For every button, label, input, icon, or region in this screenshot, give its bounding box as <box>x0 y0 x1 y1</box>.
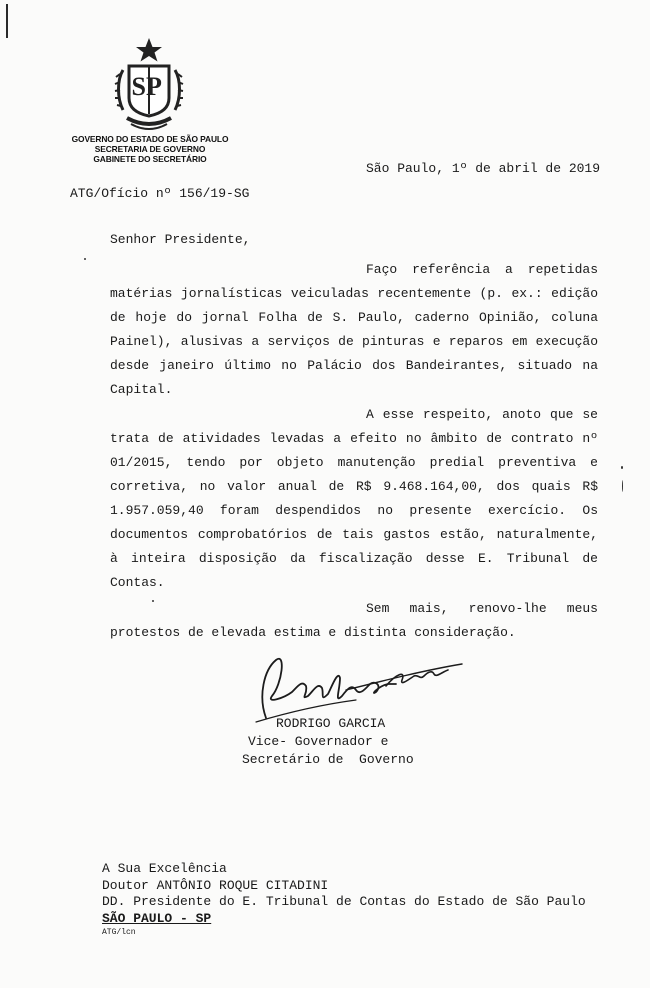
letterhead <box>66 134 234 164</box>
addressee-city: SÃO PAULO - SP <box>102 910 212 926</box>
salutation: Senhor Presidente, <box>110 232 251 247</box>
office-reference: ATG/Ofício nº 156/19-SG <box>70 186 250 201</box>
letterhead-cabinet: GABINETE DO SECRETÁRIO <box>93 154 207 164</box>
addressee-honorific: A Sua Excelência <box>102 861 227 876</box>
paragraph-2-text: A esse respeito, anoto que se trata de atividades levadas a efeito no âmbito de contrato nº 01/2015, tendo por objeto manutenção predial preventiva e corretiva, no valor anual de R$ 9.468.164,00, dos quais R$ 1.957.059,40 foram despendidos no presente exercício. Os documentos comprobatórios de tais gastos estão, naturalmente, à inteira disposição da fiscalização desse E. Tribunal de Contas. <box>110 407 598 590</box>
paragraph-1 <box>110 258 598 402</box>
addressee-block <box>102 861 586 927</box>
paragraph-1-text: Faço referência a repetidas matérias jornalísticas veiculadas recentemente (p. ex.: edição de hoje do jornal Folha de S. Paulo, caderno Opinião, coluna Painel), alusivas a serviços de pinturas e reparos em execução desde janeiro último no Palácio dos Bandeirantes, situado na Capital. <box>110 262 598 397</box>
state-coat-of-arms-icon <box>113 36 185 136</box>
scan-speck <box>84 258 86 260</box>
scan-speck <box>622 480 623 492</box>
crest-text: SP <box>131 72 162 101</box>
scan-speck <box>152 600 154 602</box>
paragraph-3-text: Sem mais, renovo-lhe meus protestos de elevada estima e distinta consideração. <box>110 601 598 640</box>
addressee-name: Doutor ANTÔNIO ROQUE CITADINI <box>102 877 329 893</box>
scan-speck <box>621 466 623 469</box>
letterhead-secretariat: SECRETARIA DE GOVERNO <box>94 144 206 154</box>
typist-initials: ATG/lcn <box>102 928 136 937</box>
letter-date: São Paulo, 1º de abril de 2019 <box>366 161 601 176</box>
paragraph-2 <box>110 403 598 595</box>
signer-name: RODRIGO GARCIA <box>276 716 386 731</box>
addressee-position: DD. Presidente do E. Tribunal de Contas do Estado de São Paulo <box>102 894 586 909</box>
signer-title-line1: Vice- Governador e <box>248 734 389 749</box>
paragraph-3 <box>110 597 598 645</box>
letterhead-government: GOVERNO DO ESTADO DE SÃO PAULO <box>71 134 229 144</box>
signer-block <box>242 715 414 769</box>
signer-title-line2: Secretário de Governo <box>242 752 414 767</box>
scan-edge-mark <box>6 4 8 38</box>
